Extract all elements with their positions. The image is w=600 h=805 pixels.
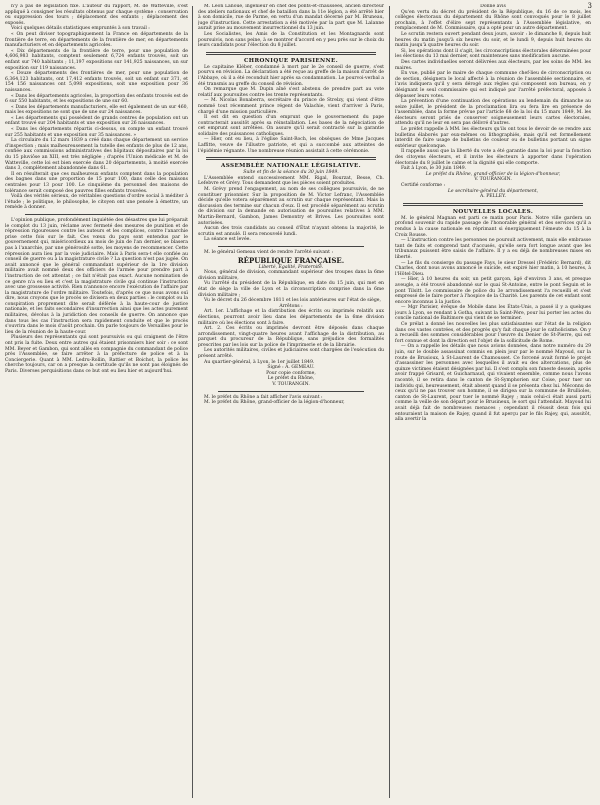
column-3 <box>395 4 591 801</box>
paragraph: M. le général Gemeau vient de rendre l'arrêté suivant : <box>204 249 333 255</box>
signature: A. PELLEY. <box>479 194 507 200</box>
column-rule <box>192 6 193 798</box>
paragraph: Les autorités militaires, civiles et judiciaires sont chargées de l'exécution du présent arrêté. <box>198 348 384 360</box>
paragraph: M. Léon Lanoue, ingénieur en chef des ponts-et-chaussées, ancien directeur des ateliers nationaux et chef de bataillon dans la 11e légion, a été arrêté hier à son domicile, rue de Parme, en vertu d'un mandat décerné par M. Bruneau, juge d'instruction. Cette arrestation a été motivée par la part que M. Lalanne aurait prise au mouvement insurrectionnel du 13 juin. <box>198 4 384 32</box>
paragraph: Le capitaine Kléber, condamné à mort par le 2e conseil de guerre, s'est pourvu en révision. La déclaration a été reçue au greffe de la maison d'arrêt de l'Abbaye, où il a été reconduit hier après sa condamnation. Le pourvoi-verbal a été transmis au greffe du conseil de révision. <box>198 64 384 87</box>
section-subheading: Suite et fin de la séance du 30 juin 1849. <box>243 170 339 176</box>
paragraph: — Hier, à 10 heures du soir, un petit garçon, âgé d'environ 3 ans, et presque aveugle, a été trouvé abandonné sur le quai St-Antoine, entre le pont Seguin et le pont Tilsitt. Le commissaire de police du 3e arrondissement l'a recueilli et s'est empressé de le faire porter à l'hospice de la Charité. Les parents de cet enfant sont encore inconnus à la justice. <box>395 277 591 305</box>
separator <box>403 203 583 206</box>
paragraph: Donne avis <box>480 4 506 9</box>
paragraph: Au quartier-général, à Lyon, le 1er juillet 1849. <box>204 359 315 365</box>
paragraph: Art. 2. Ces écrits ou imprimés devront être déposés dans chaque arrondissement, vingt-quatre heures avant l'affichage de la distribution, au parquet du procureur de la République, sans préjudice des formalités prescrites par les lois sur la police de l'imprimerie et de la librairie. <box>198 326 384 348</box>
paragraph: Des cartes individuelles seront délivrées aux électeurs, par les soins de MM. les maires. <box>395 59 591 71</box>
signature: Signé : A. GEMEAU. <box>267 365 315 371</box>
paragraph: Voilà des vérités sérieux, de véritables questions d'ordre social à méditer à l'étude ; le politique, le philosophe, le citoyen ont une pensée à émettre, un remède à donner. <box>5 194 188 211</box>
signature-title: Le préfet du Rhône, grand-officier de la légion-d'honneur, <box>425 171 561 177</box>
paragraph: Il en résulterait que ces malheureux enfants comptent dans la population des bagnes dans une proportion de 15 pour 100, dans celle des maisons centrales pour 13 pour 100. Le cinquième du personnel des maisons de tolérance serait composé des pauvres filles enfants trouvées. <box>5 171 188 194</box>
column-rule <box>389 6 390 798</box>
paragraph: M. le préfet du Rhône, grand-officier de la légion-d'honneur, <box>204 400 345 406</box>
separator <box>218 391 364 392</box>
signature: V. TOURANGIN. <box>272 382 310 388</box>
paragraph: En vue, publié par le maire de chaque commune chef-lieu de circonscription ou de section, désignera le local affecté à la réunion de l'assemblée sectionnaire, et l'avis indiquera qu'il y sera dérogé aux règles qui composent son bureau, en y désignant le seul commissaire qui est indiqué par l'arrêté préfectoral, apposés à dépasser leurs votes. <box>395 71 591 99</box>
paragraph: — Mgr Parisier, évêque de Mobile dans les États-Unis, a passé il y a quelques jours à Lyon, se rendant à Gotha, suivant la Saint-Père, pour lui porter les actes du concile national de Baltimore qui vient de se terminer. <box>395 305 591 322</box>
paragraph: M. le général Magnan est parti ce matin pour Paris. Notre ville gardera un profond souvenir du rapide passage de l'honorable général et des services qu'il a rendus à la cause nationale en réprimant si énergiquement l'émeute du 15 à la Croix Rousse. <box>395 215 591 238</box>
paragraph: « Les départements qui possèdent de grands centres de population ont un enfant trouvé sur 204 habitants et une exposition sur 26 naissances. <box>5 115 188 127</box>
devise: Liberté, Égalité, Fraternité. <box>258 264 324 270</box>
section-heading: NOUVELLES LOCALES. <box>452 208 534 215</box>
date-line: Fait à Lyon, le 30 juin 1849. <box>401 166 467 172</box>
paragraph: n'y a pas de législation fixe. L'auteur du rapport, M. de Watteville, s'est appliqué à consigner les résultats obtenus par chaque système : conservation ou suppression des tours ; déplacement des enfants ; déplacement des exposés. <box>5 4 188 26</box>
section-heading: CHRONIQUE PARISIENNE. <box>243 57 339 64</box>
separator <box>25 214 168 215</box>
paragraph: « On peut diviser topographiquement la France en départements de la frontière de terre, en départements de la frontière de mer, en départements manufacturiers et en départements agricoles. <box>5 31 188 49</box>
section-heading: ASSEMBLÉE NATIONALE LÉGISLATIVE. <box>220 163 361 170</box>
separator <box>206 52 376 55</box>
column-2 <box>198 4 384 801</box>
paragraph: Ce prélat a donné les nouvelles les plus satisfaisantes sur l'état de la religion dans ces vastes contrées, et des progrès qu'y fait chaque jour le catholicisme. On y a recueilli des sommes considérables pour l'œuvre du Denier de St-Pierre, qui est fort connue et dont la direction est l'objet de la sollicitude de Rome. <box>395 322 591 344</box>
paragraph: Vu le décret du 26 décembre 1811 et les lois antérieures sur l'état de siège, <box>204 298 381 304</box>
paragraph: Voici quelques détails statistiques empruntés à son travail : <box>11 26 150 32</box>
paragraph: — Le fils du consierge du passage Fays, le sieur Dressel (Frédéric Bernard), dit Charles, dont nous avons annoncé le suicide, est expiré hier matin, à 10 heures, à l'Hôtel-Dieu. <box>395 260 591 277</box>
paragraph: M. le préfet du Rhône a fait afficher l'avis suivant : <box>204 394 323 400</box>
paragraph: « Dix départements de la frontière de terre, pour une population de 4,606,983 habitants, comptent seulement 6,724 enfants trouvés, soit un enfant sur 740 habitants ; 11,197 expositions sur 141,925 naissances, un sur exposition sur 119 naissances. <box>5 48 188 71</box>
paragraph: Le préfet rappelle à MM. les électeurs qu'ils ont tous le devoir de se rendre aux bulletins élaborés par eux-mêmes ou lithographiés, mais qu'il est formellement interdit de faire usage de bulletins de couleur ou de bulletins portant un signe extérieur quelconque. <box>395 127 591 149</box>
paragraph: « Douze départements des frontières de mer, pour une population de 6,364,123 habitants, ont 17,412 enfants trouvés, soit un enfant sur 371, et 154 156 naissances ont 5,098 expositions, soit une exposition pour 36 naissances. <box>5 71 188 93</box>
paragraph: Nous, général de division, commandant supérieur des troupes dans la 6me division militaire, <box>198 270 384 281</box>
paragraph: Les Socialistes, les Amis de la Constitution et les Montagnards sont poursuivis, non sans peine, à se montrer d'accord en y peu près sur le choix du leurs candidats pour l'élection du 8 juillet. <box>198 31 384 49</box>
paragraph: Plusieurs des représentants qui sont poursuivis ou qui craignent de l'être ont pris la fuite. Deux entre autres qui étaient prisonniers hier soir : ce sont MM. Beyer et Gambon, qui sont allés en compagnie du commandant de police près l'Assemblée, se faire arrêter à la préfecture de police et à la Conciergerie. Quant à MM. Ledru-Rollin, Rattier et Boichot, la police les cherche toujours, car on a presque la certitude qu'ils ne sont pas éloignés de Paris. Diverses perquisitions dans ce but ont eu lieu hier et aujourd'hui. <box>5 335 188 374</box>
column-1 <box>5 4 188 801</box>
page-number: 3 <box>587 2 592 10</box>
paragraph: Il est dit en question d'un emprunt que le gouvernement du pape contracterait aussitôt après sa réinstallation. Les bases de la négociation de cet emprunt sont arrêtées. On assure qu'il serait contracté sur la garantie solidaire des puissances catholiques. <box>198 115 384 137</box>
paragraph: Arrêtons : <box>279 303 303 309</box>
signature: V. TOURANGIN. <box>474 177 512 183</box>
paragraph: Le scrutin restera ouvert pendant deux jours, savoir : le dimanche 8, depuis huit heures du matin jusqu'à six heures du soir, et le lundi 9, depuis huit heures du matin jusqu'à quatre heures du soir. <box>395 31 591 49</box>
paragraph: Art. 1er. L'affichage et la distribution des écrits ou imprimés relatifs aux élections, pourront avoir lieu dans les départements de la 6me division militaire où les élections sont à faire. <box>198 309 384 326</box>
paragraph: Il rappelle aussi que la liberté du vote a été garantie dans la loi pour la fonction des citoyens électeurs, et il invite les électeurs à apporter dans l'opération électorale du 8 juillet le calme et la dignité qui elle comporte. <box>395 149 591 166</box>
paragraph: Si, les opérations dont il s'agit, les circonscriptions électorales déterminées pour les élections du 13 mai dernier, sont maintenues sans modification aucune. <box>395 48 591 60</box>
paragraph: « Dans les départements manufacturiers, elle est également de un sur 460, mais les expositions ne sont que de une sur 24 naissances. <box>5 104 188 116</box>
paragraph: La séance est levée. <box>204 237 251 243</box>
separator <box>218 246 364 247</box>
paragraph: « Dans les départements répartis ci-dessus, on compte un enfant trouvé sur 255 habitants et une exposition sur 35 naissances. » <box>5 127 188 138</box>
paragraph: La circulaire du 12 mars 1839 a créé dans chaque département un service d'inspection ; mais malheureusement la tutelle des enfants de plus de 12 ans, confiée aux commissions administratives des hôpitaux dépositaires par la loi du 15 pluviôse an XIII, est très négligée ; d'après l'Union médicale et M. de Watteville, cette loi est bien exercée dans 20 départements, à moitié exercée dans 3, complètement abandonnée dans 61. <box>5 138 188 172</box>
paragraph: Pour copie conforme, <box>266 370 316 376</box>
paragraph: — On a rappelle les détails que nous avions données, dans notre numéro du 29 juin, sur le double assassinat commis en plein jour par le nommé Mayoud, sur la route de Brusioux, à St-Laurent de Chamousset. Ce forcené avait formé le projet d'assassiner les personnes avec lesquelles il avait eu des altercations, plus de quinze victimes étaient désignées par lui. Il s'est complu son funeste dessein, après avoir frappé Grisard, et Guicharnaud, qui vivaient ensemble, comme nous l'avons raconté, il se retira dans le canton de St-Symphorien sur Coise, pour tuer un individu qui, heureusement, était absent quand il se présenta chez lui. Méconnu de ceux qu'il ne pas trouver son homme, il se dirigea sur la commune de Brullioles, canton de St-Laurent, pour tuer le nommé Rajey ; mais celui-ci était aussi parti comme la veille de son départ pour le Brusineux, le sort qui l'attendait. Mayoud lui avait déjà fait de nombreuses menaces ; cependant il réussit deux fois qui entouraient la maison de Rajey, quand il fut aperçu par le fils Rajey, qui, aussitôt, alla avertir la <box>395 344 591 423</box>
paragraph: Certifié conforme : <box>401 183 446 188</box>
paragraph: Aucun des trois candidats au conseil d'État n'ayant obtenu la majorité, le scrutin est annulé. Il sera renouvelé lundi. <box>198 226 384 237</box>
paragraph: Qu'en vertu du décret du président de la République, du 16 de ce mois, les collèges électoraux du département du Rhône sont convoqués pour le 8 juillet prochain, à l'effet d'élire sept représentants à l'Assemblée législative, en remplacement de M. Commissaire, qui a opté pour un autre département. <box>395 9 591 32</box>
paragraph: « Dans les départements agricoles, la proportion des enfants trouvés est de 6 sur 550 habitants, et les expositions de une sur 60. <box>5 93 188 105</box>
paragraph: On remarque que M. Dupin aîné s'est abstenu de prendre part au vote relatif aux poursuites contre les trente représentants. <box>198 87 384 98</box>
paragraph: Vu l'arrêté du président de la République, en date du 15 juin, qui met en état de siège la ville de Lyon et la circonscription comprise dans la 6me division militaire ; <box>198 281 384 298</box>
paragraph: Le préfet du Rhône, <box>267 376 315 382</box>
paragraph: — M. Nicolas Bonaberra, secrétaire du prince de Strelzy, qui vient d'être nommé tout récemment prince régent de Valachie, vient d'arriver à Paris, chargé d'une mission particulière. <box>198 98 384 115</box>
paragraph: La prévention d'une continuation des opérations au lendemain du dimanche au seize juillet, le président de la proclamation lira ou fera lire en présence de l'assemblée, dans la forme prévue par l'article 68 de la loi du 15 mars 1849, M. les électeurs seront priés de conserver soigneusement leurs cartes électorales, attendu qu'il ne leur en sera pas délivré d'autres. <box>395 99 591 127</box>
republique-heading: RÉPUBLIQUE FRANÇAISE. <box>237 255 345 265</box>
signature-title: Le secrétaire-général du département, <box>447 188 539 194</box>
paragraph: L'opinion publique, profondément inquiétée des désastres que lui préparait le complot du 13 juin, réclame avec fermeté des mesures de punition et de répression rigoureuses contre les auteurs et les complices, contre l'anarchie prise cette fois sur le fait. Ces vœux du pays sont entendus par le gouvernement qui, miséricordieux au mois de juin de l'an dernier, se blasera pas à l'anarchie, par une générosité sotte, les moyens de recommencer. Cette répression aura lieu par la voie judiciaire. Mais à Paris sera-t elle confiée au conseil de guerre ou à la magistrature civile ? La question n'est pas jugée. On avait annoncé que le général commandant supérieur de la 1re division militaire avait nommé deux des officiers de l'armée pour prendre part à l'instruction de cet attentat ; ce fait n'était pas exact. Aucune nomination de ce genre n'a eu lieu et c'est la magistrature civile qui continue l'instruction avec une grossesse activité. Rien n'annonce encore l'exécution de l'affaire par la magistrature de l'ordre militaire. Toutefois, d'après ce que nous avons ouï dire, nous croyons que le procès se divisera en deux parties : le complot ou la conspiration proprement dite serait déférée à la haute-cour de justice nationale, et les faits secondaires d'insurrection ainsi que les actes purement militaires, dévolus à la juridiction des conseils de guerre. On annonce que dans tous les cas l'instruction sera rapidement conduite et que le procès s'ouvrira dans le mois d'août prochain. On parle toujours de Versailles pour le lieu de la réunion de la haute-cour. <box>5 217 188 335</box>
paragraph: — Hier, ont eu lieu, à l'église Saint-Roch, les obsèques de Mme Jacques Laffitte, veuve de l'illustre patriote, et qui a succombé aux atteintes de l'épidémie régnante. Une nombreuse réunion assistait à cette cérémonie. <box>198 137 384 154</box>
paragraph: — L'instruction contre les personnes ne poursuit activement, mais elle embrasse tant de faits et comprend tant d'accusés, qu'elle sera fort longue avant que les tribunaux puissent être saisis de l'affaire. Il y a eu déjà de nombreuses mises en liberté. <box>395 238 591 260</box>
paragraph: L'Assemblée entend successivement MM. Rigal, Bourzat, Besse, Ch. Lefebvre et Grévy. Tous demandent que les pièces soient produites. <box>198 175 384 187</box>
separator <box>206 157 376 160</box>
paragraph: M. Grévy prend l'engagement, au nom de ses collègues poursuivis, de ne constituer prisonnier. Sur la proposition de M. Victor Lefranc, l'Assemblée décide qu'elle votera séparément au scrutin sur chaque représentant. Mais la discussion des termine sur chacun d'eux. Il est procédé séparément au scrutin de division sur la demande en autorisation de poursuites relatives à MM. Martin-Bernard, Gambon, James Demontry et Brives. Les poursuites sont autorisées. <box>198 187 384 226</box>
